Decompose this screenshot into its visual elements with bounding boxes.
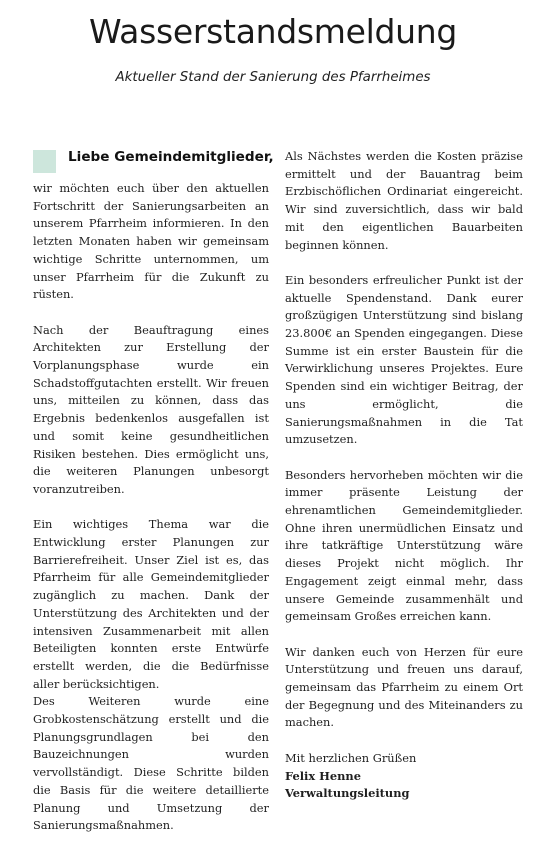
paragraph-dank: Wir danken euch von Herzen für eure Unterstützung und freuen uns darauf, gemeinsam das Pfarrheim zu einem Ort der Begegnung und des Miteinanders zu machen. bbox=[285, 644, 523, 730]
page-title: Wasserstandsmeldung bbox=[88, 12, 458, 51]
accent-square bbox=[33, 150, 56, 173]
closing-text: Mit herzlichen Grüßen bbox=[285, 750, 417, 765]
paragraph-ehrenamt: Besonders hervorheben möchten wir die immer präsente Leistung der ehrenamtlichen Gemeindemitglieder. Ohne ihren unermüdlichen Einsatz und ihre tatkräftige Unterstützung wäre dieses Projekt nicht möglich. Ihr Engagement zeigt einmal mehr, dass unsere Gemeinde zusammenhält und gemeinsam Großes erreichen kann. bbox=[285, 467, 523, 624]
signer-name: Felix Henne bbox=[285, 768, 361, 783]
signature-block bbox=[285, 750, 523, 803]
paragraph-schadstoff: Nach der Beauftragung eines Architekten zur Erstellung der Vorplanungsphase wurde ein Schadstoffgutachten erstellt. Wir freuen uns, mitteilen zu können, dass das Ergebnis bedenkenlos ausgefallen ist und somit keine gesundheitlichen Risiken bestehen. Dies ermöglicht uns, die weiteren Planungen unbesorgt voranzutreiben. bbox=[33, 322, 269, 496]
paragraph-naechstes: Als Nächstes werden die Kosten präzise ermittelt und der Bauantrag beim Erzbischöflichen Ordinariat eingereicht. Wir sind zuversichtlich, dass wir bald mit den eigentlichen Bauarbeiten beginnen können. bbox=[285, 149, 523, 252]
right-column bbox=[285, 148, 523, 803]
paragraph-spenden: Ein besonders erfreulicher Punkt ist der aktuelle Spendenstand. Dank eurer großzügigen Unterstützung sind bislang 23.800€ an Spenden eingegangen. Diese Summe ist ein erster Baustein für die Verwirklichung unseres Projektes. Eure Spenden sind ein wichtiger Beitrag, der uns ermöglicht, die Sanierungsmaßnahmen in die Tat umzusetzen. bbox=[285, 272, 523, 447]
paragraph-intro: wir möchten euch über den aktuellen Fortschritt der Sanierungsarbeiten an unserem Pfarrheim informieren. In den letzten Monaten haben wir gemeinsam wichtige Schritte unternommen, um unser Pfarrheim für die Zukunft zu rüsten. bbox=[33, 181, 269, 302]
paragraph-kosten: Des Weiteren wurde eine Grobkostenschätzung erstellt und die Planungsgrundlagen bei den Bauzeichnungen wurden vervollständigt. Diese Schritte bilden die Basis für die weitere detaillierte Planung und Umsetzung der Sanierungsmaßnahmen. bbox=[33, 694, 269, 833]
paragraph-barrierefreiheit: Ein wichtiges Thema war die Entwicklung erster Planungen zur Barrierefreiheit. Unser Ziel ist es, das Pfarrheim für alle Gemeindemitglieder zugänglich zu machen. Dank der Unterstützung des Architekten und der intensiven Zusammenarbeit mit allen Beteiligten konnten erste Entwürfe erstellt werden, die die Bedürfnisse aller berücksichtigen. bbox=[33, 517, 269, 691]
page-subtitle: Aktueller Stand der Sanierung des Pfarrheimes bbox=[115, 70, 431, 85]
salutation-heading: Liebe Gemeindemitglieder, bbox=[68, 149, 274, 165]
left-column bbox=[33, 180, 269, 853]
signer-role: Verwaltungsleitung bbox=[285, 786, 410, 801]
